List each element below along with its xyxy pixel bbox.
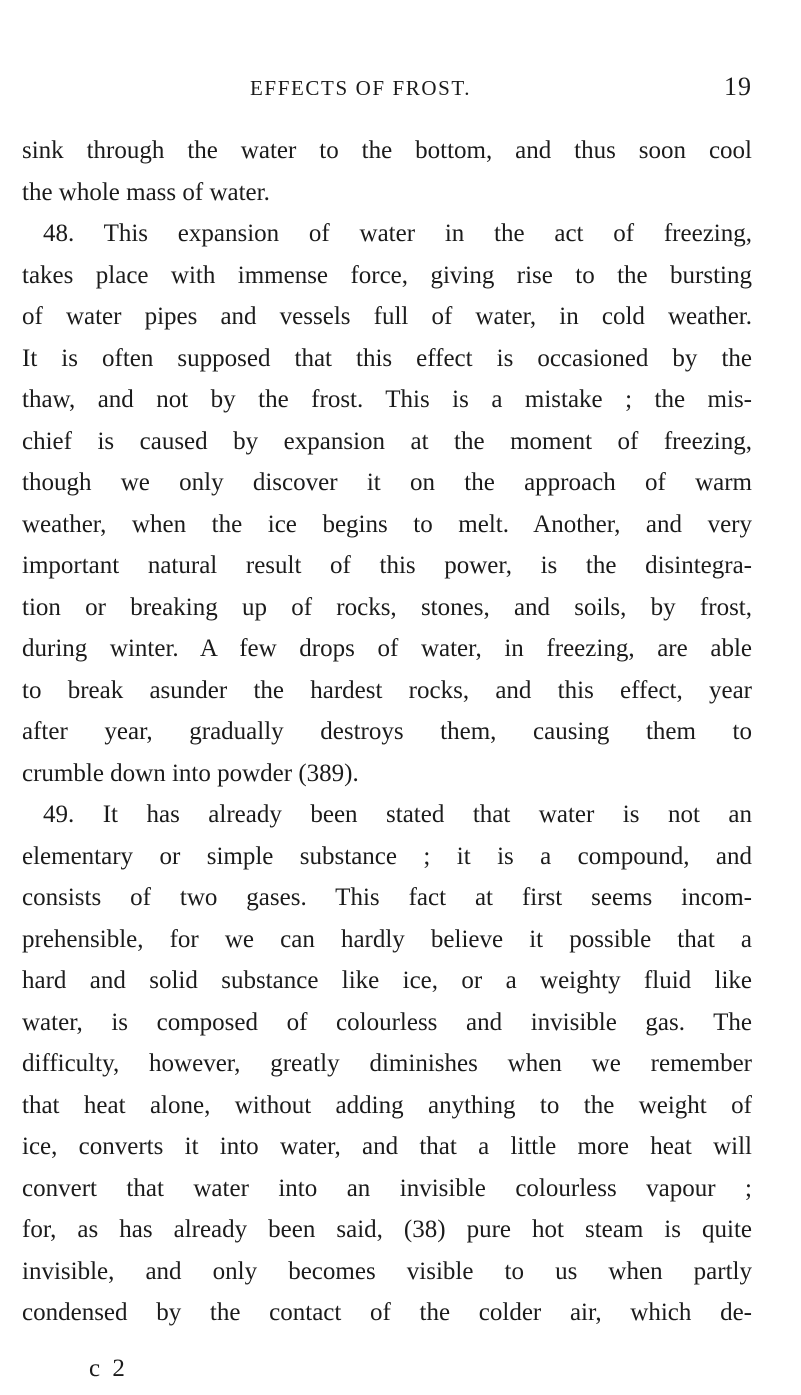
running-header <box>22 72 752 108</box>
text-line: that heat alone, without adding anything to the weight of <box>22 1091 752 1119</box>
text-line: thaw, and not by the frost. This is a mistake ; the mis- <box>22 386 752 413</box>
text-line: prehensible, for we can hardly believe it possible that a <box>22 925 752 953</box>
page-number: 19 <box>724 72 752 101</box>
text-line: after year, gradually destroys them, causing them to <box>22 718 752 745</box>
text-line: hard and solid substance like ice, or a weighty fluid like <box>22 967 752 994</box>
text-line: invisible, and only becomes visible to us when partly <box>22 1257 752 1285</box>
text-line: for, as has already been said, (38) pure hot steam is quite <box>22 1216 752 1243</box>
text-line: difficulty, however, greatly diminishes when we remember <box>22 1050 752 1077</box>
text-line: though we only discover it on the approach of warm <box>22 469 752 496</box>
text-line: elementary or simple substance ; it is a compound, and <box>22 842 752 870</box>
text-line: ice, converts it into water, and that a little more heat will <box>22 1133 752 1160</box>
text-line: to break asunder the hardest rocks, and this effect, year <box>22 676 752 704</box>
text-line: chief is caused by expansion at the moment of freezing, <box>22 427 752 455</box>
text-line: condensed by the contact of the colder air, which de- <box>22 1299 752 1326</box>
text-line: of water pipes and vessels full of water, in cold weather. <box>22 303 752 330</box>
paragraph-48-start: 48. This expansion of water in the act of freezing, <box>43 220 752 247</box>
text-line: crumble down into powder (389). <box>22 759 359 787</box>
running-title: EFFECTS OF FROST. <box>250 76 472 100</box>
text-line: sink through the water to the bottom, and thus soon cool <box>22 137 752 164</box>
text-line: important natural result of this power, is the disintegra- <box>22 552 752 579</box>
text-line: during winter. A few drops of water, in freezing, are able <box>22 635 752 662</box>
paragraph-49-start: 49. It has already been stated that water is not an <box>43 801 752 828</box>
text-line: water, is composed of colourless and invisible gas. The <box>22 1008 752 1036</box>
text-line: takes place with immense force, giving rise to the bursting <box>22 261 752 289</box>
text-line: weather, when the ice begins to melt. Another, and very <box>22 510 752 538</box>
text-line: convert that water into an invisible colourless vapour ; <box>22 1174 752 1202</box>
text-line: tion or breaking up of rocks, stones, and soils, by frost, <box>22 593 752 621</box>
body-text <box>22 130 752 1334</box>
text-line: the whole mass of water. <box>22 178 270 206</box>
text-line: It is often supposed that this effect is occasioned by the <box>22 344 752 372</box>
signature-mark: c 2 <box>89 1355 128 1382</box>
text-line: consists of two gases. This fact at first seems incom- <box>22 884 752 911</box>
